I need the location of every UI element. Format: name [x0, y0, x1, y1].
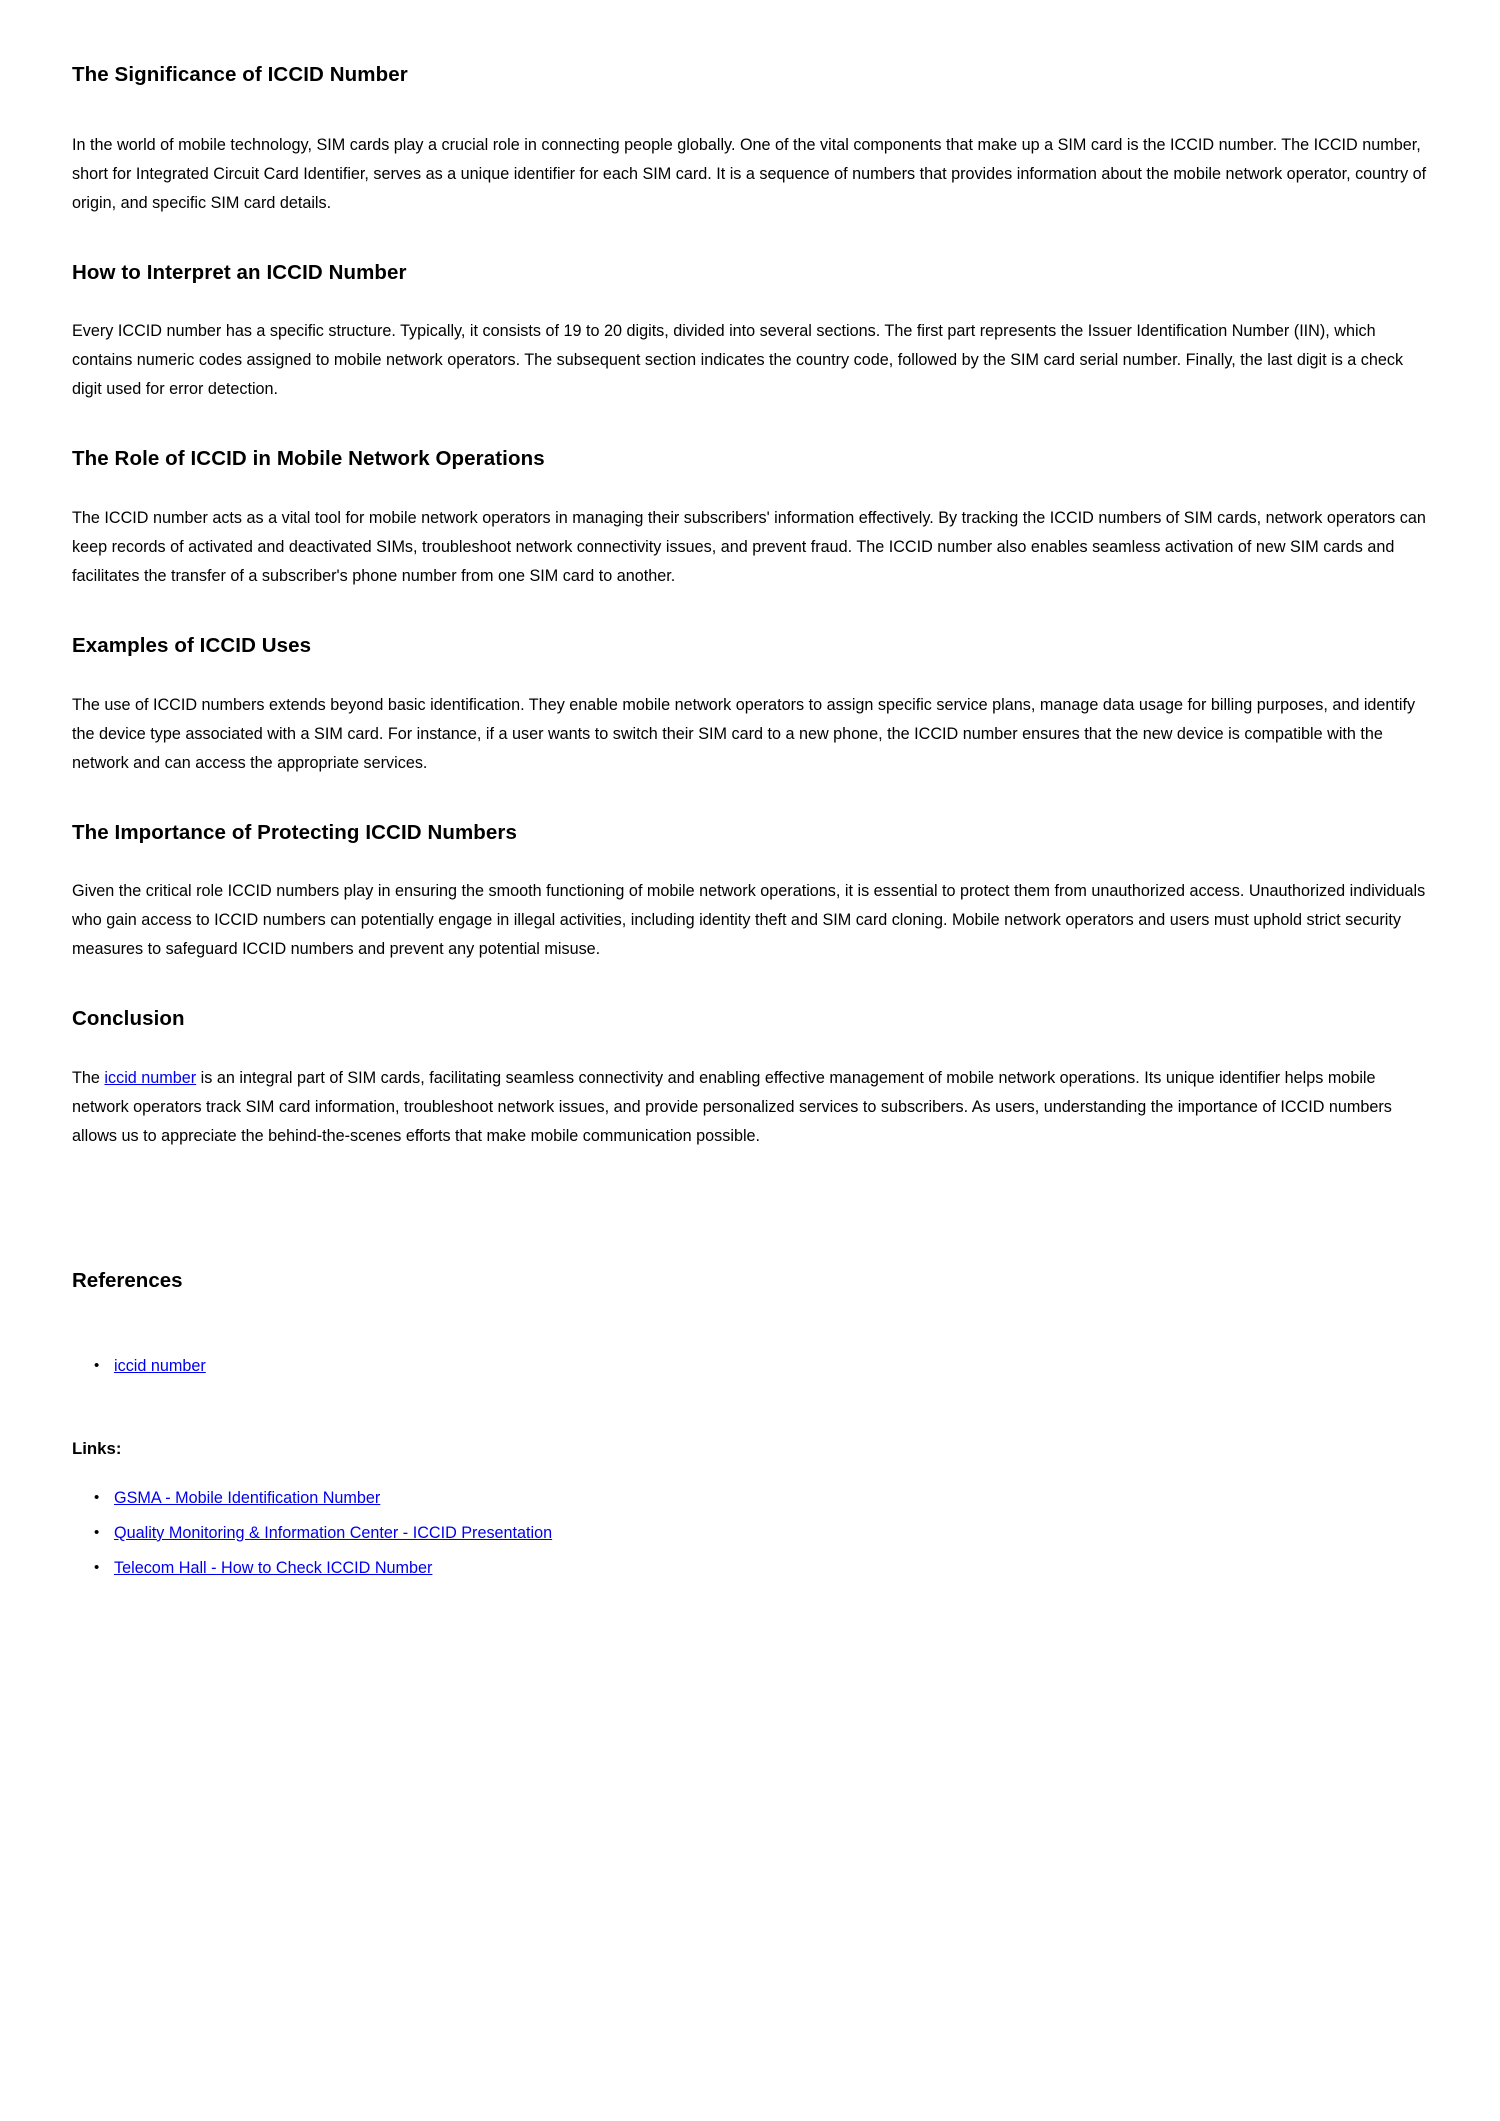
- section-paragraph-examples: The use of ICCID numbers extends beyond basic identification. They enable mobile network operators to assign specific service plans, manage data usage for billing purposes, and identify the device type associated with a SIM card. For instance, if a user wants to switch their SIM card to a new phone, the ICCID number ensures that the new device is compatible with the network and can access the appropriate services.: [72, 695, 1416, 772]
- list-item: [72, 1516, 1428, 1550]
- intro-paragraph: In the world of mobile technology, SIM cards play a crucial role in connecting people globally. One of the vital components that make up a SIM card is the ICCID number. The ICCID number, short for Integrated Circuit Card Identifier, serves as a unique identifier for each SIM card. It is a sequence of numbers that provides information about the mobile network operator, country of origin, and specific SIM card details.: [72, 135, 1427, 212]
- conclusion-paragraph: [72, 1064, 1428, 1151]
- reference-link-iccid-number[interactable]: iccid number: [114, 1356, 206, 1375]
- external-link-gsma[interactable]: GSMA - Mobile Identification Number: [114, 1488, 381, 1507]
- conclusion-text-before-link: The: [72, 1068, 105, 1087]
- bullet-icon: •: [94, 1558, 100, 1576]
- spacer: [72, 472, 1428, 504]
- inline-link-iccid-number[interactable]: iccid number: [104, 1068, 197, 1087]
- spacer: [72, 404, 1428, 446]
- spacer: [72, 285, 1428, 317]
- external-link-qmic[interactable]: Quality Monitoring & Information Center - ICCID Presentation: [114, 1523, 553, 1542]
- list-item: [72, 1481, 1428, 1515]
- references-heading: References: [72, 1268, 183, 1292]
- bullet-icon: •: [94, 1356, 100, 1374]
- document-content: [72, 62, 1428, 1585]
- spacer: [72, 778, 1428, 820]
- spacer: [72, 591, 1428, 633]
- spacer: [72, 88, 1428, 131]
- section-paragraph-role: The ICCID number acts as a vital tool for mobile network operators in managing their subscribers' information effectively. By tracking the ICCID numbers of SIM cards, network operators can keep records of activated and deactivated SIMs, troubleshoot network connectivity issues, and prevent fraud. The ICCID number also enables seamless activation of new SIM cards and facilitates the transfer of a subscriber's phone number from one SIM card to another.: [72, 508, 1426, 585]
- section-paragraph-protecting: Given the critical role ICCID numbers play in ensuring the smooth functioning of mobile network operations, it is essential to protect them from unauthorized access. Unauthorized individuals who gain access to ICCID numbers can potentially engage in illegal activities, including identity theft and SIM card cloning. Mobile network operators and users must uphold strict security measures to safeguard ICCID numbers and prevent any potential misuse.: [72, 882, 1426, 959]
- spacer: [72, 1293, 1428, 1349]
- conclusion-text-after-link: is an integral part of SIM cards, facilitating seamless connectivity and enabling effective management of mobile network operations. Its unique identifier helps mobile network operators track SIM card information, troubleshoot network issues, and provide personalized services to subscribers. As users, understanding the importance of ICCID numbers allows us to appreciate the behind-the-scenes efforts that make mobile communication possible.: [72, 1068, 1392, 1145]
- spacer: [72, 659, 1428, 691]
- references-list: [72, 1349, 1428, 1383]
- spacer: [72, 1384, 1428, 1439]
- spacer: [72, 1032, 1428, 1064]
- spacer: [72, 845, 1428, 877]
- links-list: [72, 1481, 1428, 1585]
- section-heading-role: The Role of ICCID in Mobile Network Operations: [72, 447, 545, 471]
- spacer: [72, 1459, 1428, 1481]
- spacer: [72, 1151, 1428, 1269]
- section-heading-conclusion: Conclusion: [72, 1007, 185, 1031]
- external-link-telecom-hall[interactable]: Telecom Hall - How to Check ICCID Number: [114, 1558, 433, 1577]
- section-heading-examples: Examples of ICCID Uses: [72, 633, 312, 657]
- section-heading-protecting: The Importance of Protecting ICCID Numbers: [72, 820, 517, 844]
- page-title: The Significance of ICCID Number: [72, 63, 408, 86]
- list-item: [72, 1349, 1428, 1383]
- bullet-icon: •: [94, 1488, 100, 1506]
- links-heading: Links:: [72, 1438, 122, 1458]
- spacer: [72, 964, 1428, 1006]
- section-heading-interpret: How to Interpret an ICCID Number: [72, 260, 407, 284]
- spacer: [72, 218, 1428, 260]
- bullet-icon: •: [94, 1523, 100, 1541]
- section-paragraph-interpret: Every ICCID number has a specific structure. Typically, it consists of 19 to 20 digits, divided into several sections. The first part represents the Issuer Identification Number (IIN), which contains numeric codes assigned to mobile network operators. The subsequent section indicates the country code, followed by the SIM card serial number. Finally, the last digit is a check digit used for error detection.: [72, 322, 1404, 399]
- list-item: [72, 1551, 1428, 1585]
